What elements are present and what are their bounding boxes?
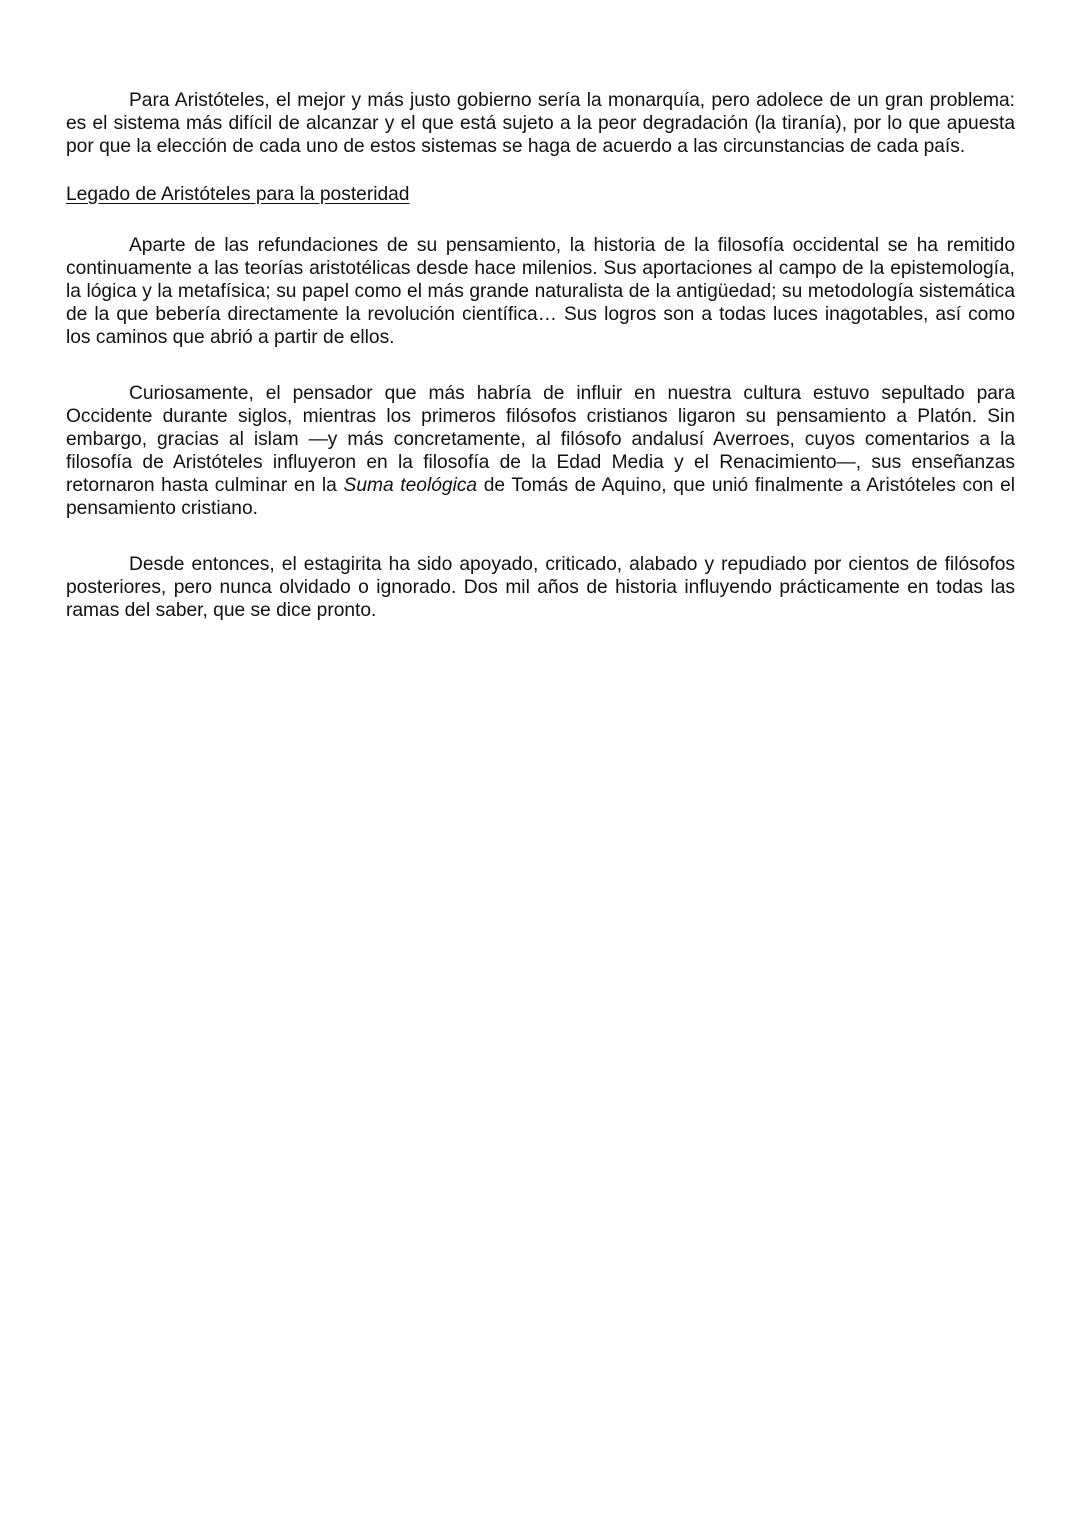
section-heading: Legado de Aristóteles para la posteridad bbox=[66, 184, 410, 205]
paragraph-curiosamente-text-end: de Tomás de Aquino, que unió finalmente a Aristóteles con el pensamiento cristiano. bbox=[66, 475, 1016, 519]
paragraph-curiosamente bbox=[66, 382, 1015, 520]
paragraph-legado: Aparte de las refundaciones de su pensamiento, la historia de la filosofía occidental se ha remitido continuamente a las teorías aristotélicas desde hace milenios. Sus aportaciones al campo de la epistemología, la lógica y la metafísica; su papel como el más grande naturalista de la antigüedad; su metodología sistemática de la que bebería directamente la revolución científica… Sus logros son a todas luces inagotables, así como los caminos que abrió a partir de ellos. bbox=[66, 235, 1015, 348]
book-title-suma-teologica: Suma teológica bbox=[343, 475, 478, 496]
paragraph-monarquia: Para Aristóteles, el mejor y más justo gobierno sería la monarquía, pero adolece de un gran problema: es el sistema más difícil de alcanzar y el que está sujeto a la peor degradación (la tiranía), por lo que apuesta por que la elección de cada uno de estos sistemas se haga de acuerdo a las circunstancias de cada país. bbox=[66, 90, 1015, 157]
paragraph-curiosamente-text-start: Curiosamente, el pensador que más habría de influir en nuestra cultura estuvo sepultado para Occidente durante siglos, mientras los primeros filósofos cristianos ligaron su pensamiento a Platón. Sin embargo, gracias al islam —y más concretamente, al filósofo andalusí Averroes, cuyos comentarios a la filosofía de Aristóteles influyeron en la filosofía de la Edad Media y el Renacimiento—, sus enseñanzas retornaron hasta culminar en la bbox=[66, 383, 1015, 496]
document-page bbox=[66, 89, 1015, 622]
paragraph-desde-entonces: Desde entonces, el estagirita ha sido apoyado, criticado, alabado y repudiado por cientos de filósofos posteriores, pero nunca olvidado o ignorado. Dos mil años de historia influyendo prácticamente en todas las ramas del saber, que se dice pronto. bbox=[66, 554, 1015, 621]
